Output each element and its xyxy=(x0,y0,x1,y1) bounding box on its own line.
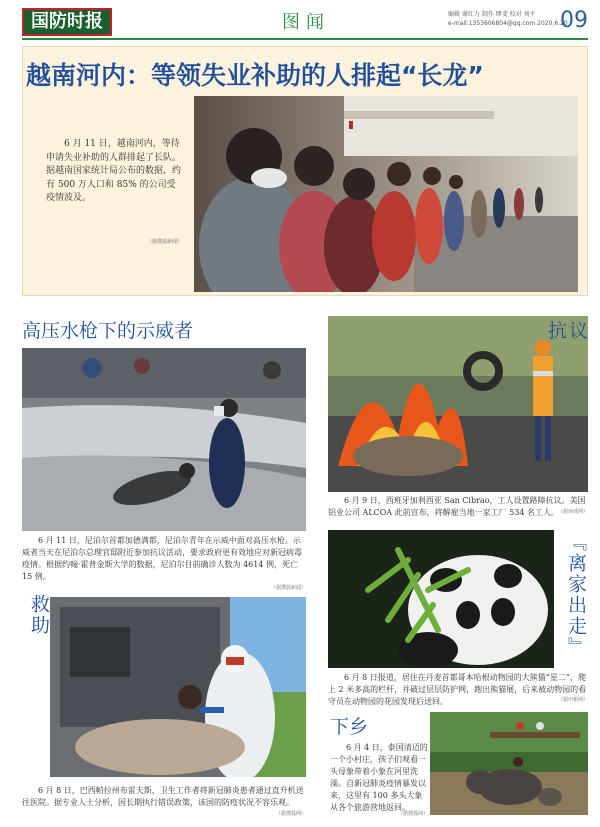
leave-home-caption: 6 月 8 日报道，居住在丹麦首都哥本哈根动物园的大熊猫“星二”，爬上 2 米多高的栏杆，并破过层层防护网，跑出熊猫展，后来被动物园的看守员在动物园的花园发现后送回。 xyxy=(328,673,587,706)
leave-home-title: 『离家出走』 xyxy=(565,532,587,658)
water-cannon-photo xyxy=(22,348,306,531)
editor-line: 编辑 谢红力 制作 缪斐 校对 刘平 xyxy=(448,11,536,18)
hanoi-queue-photo xyxy=(194,96,578,292)
email-date: e-mail:1353606804@qq.com 2020.6.20 xyxy=(448,20,568,27)
masthead-logo: 国防时报 xyxy=(22,8,112,36)
issue-info xyxy=(448,10,568,28)
water-cannon-credit: （据搜狐新闻） xyxy=(270,585,306,591)
top-story-credit: （据搜狐新闻） xyxy=(146,239,182,245)
countryside-credit: （据搜狐网） xyxy=(397,811,428,817)
rescue-photo xyxy=(50,597,306,777)
panda-photo xyxy=(328,530,554,668)
top-story-headline: 越南河内：等领失业补助的人排起“长龙” xyxy=(26,61,484,90)
header-rule xyxy=(22,38,588,40)
page-number: 09 xyxy=(560,8,588,33)
rescue-title: 救助 xyxy=(28,594,50,636)
top-story-caption: 6 月 11 日，越南河内，等待申请失业补助的人群排起了长队。据越南国家统计局公布的数据，约有 500 万人口和 85% 的公司受疫情波及。 xyxy=(46,139,182,203)
protest-title: 抗议 xyxy=(548,320,591,342)
protest-credit: （据环球网） xyxy=(557,509,588,515)
rescue-caption: 6 月 8 日，巴西帕拉州布雷夫斯，卫生工作者将新冠肺炎患者通过直升机送往医院。据专业人士分析，因长期执行错误政策，该国的防疫状况不容乐观。 xyxy=(22,786,304,807)
water-cannon-caption: 6 月 11 日，尼泊尔首都加德满都，尼泊尔青年在示威中面对高压水枪。示威者当天在尼泊尔总理官邸附近参加抗议活动，要求政府更有效地应对新冠病毒疫情。根据约翰·霍普金斯大学的数据，尼泊尔目前确诊人数为 4614 例，死亡 15 例。 xyxy=(22,536,302,581)
water-cannon-title: 高压水枪下的示威者 xyxy=(22,320,194,342)
elephant-photo xyxy=(430,712,588,815)
leave-home-credit: （据中新网） xyxy=(557,697,588,703)
protest-caption: 6 月 9 日，西班牙加利西亚 San Cibrao，工人设置路障抗议。美国铝业公司 ALCOA 此前宣布，将解雇当地一家工厂 534 名工人。 xyxy=(328,496,586,517)
countryside-title: 下乡 xyxy=(330,716,369,738)
rescue-credit: （据搜狐网） xyxy=(275,811,306,817)
section-title: 图闻 xyxy=(282,12,330,33)
countryside-caption: 6 月 4 日，泰国清迈的一个小村庄，孩子们观看一头母象带着小象在河里洗澡。自新冠肺炎疫情暴发以来，这里有 100 多头大象从各个旅游营地返回。 xyxy=(330,743,428,812)
